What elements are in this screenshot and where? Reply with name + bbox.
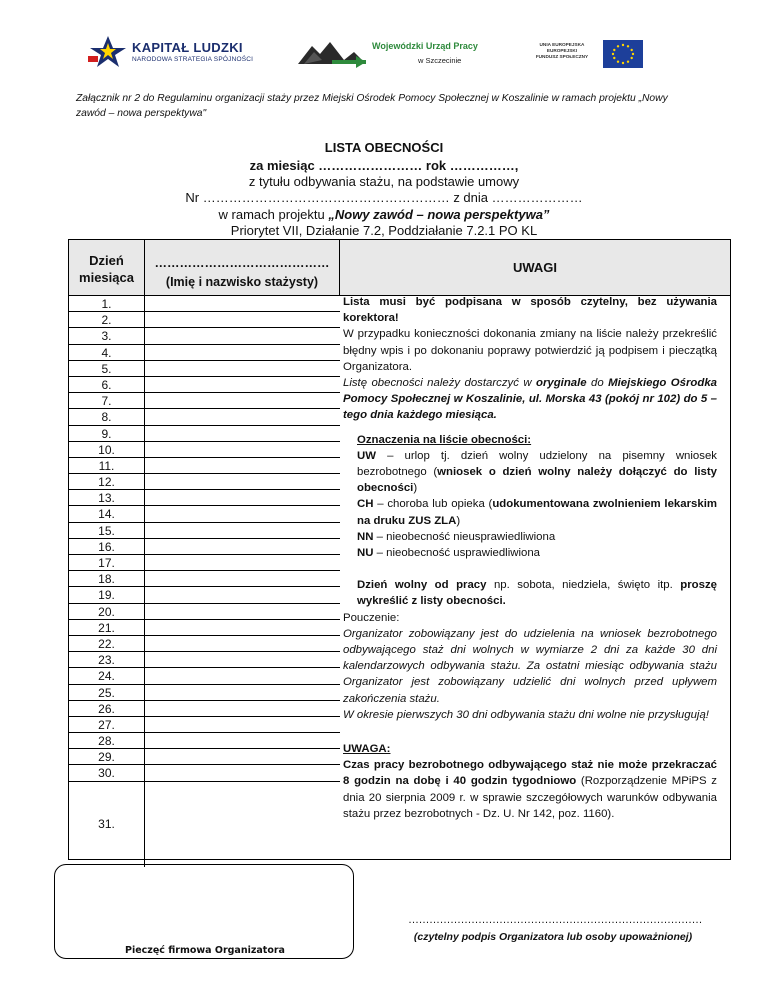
contract-line: Nr ………………………………………………… z dnia ………………… xyxy=(185,190,583,205)
signature-cell[interactable] xyxy=(145,474,340,489)
day-number: 12. xyxy=(69,474,145,489)
note-free-day-b: np. sobota, niedziela, święto itp. xyxy=(486,579,681,592)
day-number: 14. xyxy=(69,506,145,521)
table-row xyxy=(69,782,340,867)
signature-cell[interactable] xyxy=(145,426,340,441)
note-delivery-a: Listę obecności należy dostarczyć w xyxy=(343,377,536,390)
signature-cell[interactable] xyxy=(145,393,340,408)
table-row xyxy=(69,636,340,652)
signature-cell[interactable] xyxy=(145,377,340,392)
uwagi-notes xyxy=(343,294,717,822)
signature-cell[interactable] xyxy=(145,701,340,716)
table-row xyxy=(69,620,340,636)
table-row xyxy=(69,733,340,749)
wup-title: Wojewódzki Urząd Pracy xyxy=(372,41,478,51)
name-column-label: (Imię i nazwisko stażysty) xyxy=(165,275,319,289)
table-row xyxy=(69,652,340,668)
legend-title: Oznaczenia na liście obecności: xyxy=(357,433,532,446)
table-row xyxy=(69,668,340,684)
table-row xyxy=(69,749,340,765)
table-row xyxy=(69,539,340,555)
day-number: 22. xyxy=(69,636,145,651)
note-delivery-c: do xyxy=(586,377,609,390)
legend-nn-text: – nieobecność nieusprawiedliwiona xyxy=(373,530,556,543)
pouczenie-text-2: W okresie pierwszych 30 dni odbywania stażu dni wolne nie przysługują! xyxy=(343,708,709,721)
wup-subtitle: w Szczecinie xyxy=(418,56,462,65)
table-row xyxy=(69,587,340,603)
table-row xyxy=(69,377,340,393)
document-title: LISTA OBECNOŚCI xyxy=(324,140,444,155)
note-delivery-b: oryginale xyxy=(536,377,587,390)
legend-uw-text-b: wniosek o dzień wolny należy dołączyć do listy obecności xyxy=(357,466,717,495)
table-row xyxy=(69,442,340,458)
day-number: 24. xyxy=(69,668,145,683)
signature-cell[interactable] xyxy=(145,345,340,360)
attachment-note: Załącznik nr 2 do Regulaminu organizacji staży przez Miejski Ośrodek Pomocy Społecznej w Koszalinie w ramach projektu „Nowy zawód – nowa perspektywa" xyxy=(76,93,668,119)
signature-cell[interactable] xyxy=(145,523,340,538)
project-name: „Nowy zawód – nowa perspektywa” xyxy=(328,207,550,222)
signature-line[interactable]: ………………………………………………………………………… xyxy=(408,914,702,926)
table-header xyxy=(69,240,730,296)
signature-cell[interactable] xyxy=(145,765,340,780)
signature-cell[interactable] xyxy=(145,361,340,376)
legend-uw-text-a: – urlop tj. dzień wolny udzielony na pisemny wniosek bezrobotnego ( xyxy=(357,449,717,479)
signature-cell[interactable] xyxy=(145,733,340,748)
day-number: 15. xyxy=(69,523,145,538)
wup-mountains-icon xyxy=(298,38,366,68)
note-free-day-c: proszę wykreślić z listy obecności. xyxy=(357,579,717,608)
eu-text xyxy=(526,42,598,60)
legend-nn-code: NN xyxy=(357,530,374,543)
signature-cell[interactable] xyxy=(145,652,340,667)
kapital-ludzki-title: KAPITAŁ LUDZKI xyxy=(132,40,243,55)
table-row xyxy=(69,296,340,312)
wup-logo xyxy=(298,38,508,70)
signature-cell[interactable] xyxy=(145,717,340,732)
day-number: 23. xyxy=(69,652,145,667)
eu-line2: EUROPEJSKI xyxy=(546,48,578,53)
logo-bar xyxy=(0,34,768,74)
signature-cell[interactable] xyxy=(145,620,340,635)
stamp-label: Pieczęć firmowa Organizatora xyxy=(125,945,285,956)
day-rows xyxy=(69,296,340,867)
uwaga-text-rest: (Rozporządzenie MPiPS z dnia 20 sierpnia 2009 r. w sprawie szczegółowych warunków odbywania stażu przez bezrobotnych - Dz. U. Nr 142, poz. 1160). xyxy=(343,775,717,820)
table-row xyxy=(69,490,340,506)
day-number: 8. xyxy=(69,409,145,424)
table-row xyxy=(69,701,340,717)
day-number: 29. xyxy=(69,749,145,764)
table-row xyxy=(69,312,340,328)
signature-cell[interactable] xyxy=(145,587,340,602)
note-delivery xyxy=(343,375,717,424)
table-row xyxy=(69,426,340,442)
day-number: 27. xyxy=(69,717,145,732)
legend-uw-code: UW xyxy=(357,449,376,462)
name-fill-dots[interactable]: …………………………………… xyxy=(154,256,330,270)
signature-cell[interactable] xyxy=(145,458,340,473)
eu-flag-icon xyxy=(603,40,643,68)
day-column-header: Dzień miesiąca xyxy=(69,240,145,296)
company-stamp-box[interactable] xyxy=(54,864,354,959)
day-number: 18. xyxy=(69,571,145,586)
table-row xyxy=(69,458,340,474)
day-number: 1. xyxy=(69,296,145,311)
signature-cell[interactable] xyxy=(145,490,340,505)
table-row xyxy=(69,474,340,490)
day-number: 28. xyxy=(69,733,145,748)
note-free-day xyxy=(343,577,717,609)
table-row xyxy=(69,685,340,701)
day-number: 6. xyxy=(69,377,145,392)
day-number: 9. xyxy=(69,426,145,441)
name-column-header xyxy=(145,240,340,296)
signature-cell[interactable] xyxy=(145,442,340,457)
legend-nu xyxy=(357,545,717,561)
kapital-ludzki-star-icon xyxy=(88,34,128,68)
signature-cell[interactable] xyxy=(145,604,340,619)
table-row xyxy=(69,345,340,361)
month-line-comma: , xyxy=(514,158,519,173)
day-number: 26. xyxy=(69,701,145,716)
day-number: 30. xyxy=(69,765,145,780)
project-prefix: w ramach projektu xyxy=(218,207,329,222)
uwaga-title: UWAGA: xyxy=(343,743,391,756)
pouczenie-title: Pouczenie: xyxy=(343,611,400,624)
legend-ch-code: CH xyxy=(357,498,374,511)
table-row xyxy=(69,506,340,522)
table-row xyxy=(69,393,340,409)
legend-ch xyxy=(357,496,717,528)
signature-cell[interactable] xyxy=(145,328,340,343)
eu-logo xyxy=(526,40,646,70)
legend-nn xyxy=(357,529,717,545)
table-row xyxy=(69,604,340,620)
month-line xyxy=(0,157,768,174)
signature-cell[interactable] xyxy=(145,685,340,700)
project-line xyxy=(0,206,768,223)
basis-line: z tytułu odbywania stażu, na podstawie umowy xyxy=(248,174,520,189)
day-number: 25. xyxy=(69,685,145,700)
pouczenie-text-1: Organizator zobowiązany jest do udzielenia na wniosek bezrobotnego odbywającego staż dni wolnych w wymiarze 2 dni za każde 30 dni kalendarzowych odbywania stażu. Za ostatni miesiąc odbywania stażu Organizator jest zobowiązany udzielić dni wolnych przed upływem zakończenia stażu. xyxy=(343,627,717,705)
table-row xyxy=(69,328,340,344)
day-number: 13. xyxy=(69,490,145,505)
legend-block xyxy=(343,432,717,562)
legend-nu-text: – nieobecność usprawiedliwiona xyxy=(373,547,540,560)
signature-label: (czytelny podpis Organizatora lub osoby upoważnionej) xyxy=(413,931,693,943)
legend-uw xyxy=(357,448,717,497)
day-number: 21. xyxy=(69,620,145,635)
legend-ch-text-b: udokumentowana zwolnieniem lekarskim na druku ZUS ZLA xyxy=(357,498,717,527)
legend-uw-text-c: ) xyxy=(413,482,418,495)
legend-ch-text-c: ) xyxy=(456,514,461,527)
signature-cell[interactable] xyxy=(145,571,340,586)
signature-cell[interactable] xyxy=(145,409,340,424)
day-number: 31. xyxy=(69,782,145,867)
signature-cell[interactable] xyxy=(145,749,340,764)
signature-cell[interactable] xyxy=(145,506,340,521)
uwaga-text xyxy=(343,757,717,822)
day-number: 10. xyxy=(69,442,145,457)
day-number: 19. xyxy=(69,587,145,602)
table-row xyxy=(69,361,340,377)
uwaga-text-bold: Czas pracy bezrobotnego odbywającego staż nie może przekraczać 8 godzin na dobę i 40 godzin tygodniowo xyxy=(343,759,717,788)
table-row xyxy=(69,717,340,733)
signature-cell[interactable] xyxy=(145,539,340,554)
day-number: 5. xyxy=(69,361,145,376)
attendance-table xyxy=(68,239,731,860)
table-row xyxy=(69,409,340,425)
table-row xyxy=(69,523,340,539)
signature-cell[interactable] xyxy=(145,555,340,570)
signature-cell[interactable] xyxy=(145,782,340,867)
note-delivery-d: Miejskiego Ośrodka Pomocy Społecznej w Koszalinie, ul. Morska 43 (pokój nr 102) do 5 –tego dnia każdego miesiąca. xyxy=(343,377,718,422)
day-number: 17. xyxy=(69,555,145,570)
day-number: 4. xyxy=(69,345,145,360)
legend-ch-text-a: – choroba lub opieka ( xyxy=(373,498,493,511)
note-legible-signature: Lista musi być podpisana w sposób czytelny, bez używania korektora! xyxy=(343,296,717,325)
day-number: 3. xyxy=(69,328,145,343)
kapital-ludzki-logo xyxy=(88,34,278,70)
eu-line1: UNIA EUROPEJSKA xyxy=(539,42,585,47)
day-number: 16. xyxy=(69,539,145,554)
uwagi-column-header: UWAGI xyxy=(512,260,558,275)
signature-cell[interactable] xyxy=(145,636,340,651)
table-row xyxy=(69,555,340,571)
day-number: 2. xyxy=(69,312,145,327)
day-number: 11. xyxy=(69,458,145,473)
legend-nu-code: NU xyxy=(357,547,374,560)
signature-cell[interactable] xyxy=(145,668,340,683)
kapital-ludzki-subtitle: NARODOWA STRATEGIA SPÓJNOŚCI xyxy=(132,56,254,63)
note-free-day-a: Dzień wolny od pracy xyxy=(357,579,487,592)
signature-cell[interactable] xyxy=(145,296,340,311)
priority-line: Priorytet VII, Działanie 7.2, Poddziałanie 7.2.1 PO KL xyxy=(230,223,538,238)
day-number: 7. xyxy=(69,393,145,408)
table-row xyxy=(69,571,340,587)
signature-cell[interactable] xyxy=(145,312,340,327)
eu-line3: FUNDUSZ SPOŁECZNY xyxy=(535,54,589,59)
day-number: 20. xyxy=(69,604,145,619)
month-year-fields: za miesiąc …………………… rok …………… xyxy=(249,158,515,173)
table-row xyxy=(69,765,340,781)
note-corrections: W przypadku konieczności dokonania zmiany na liście należy przekreślić błędny wpis i po dokonaniu poprawy potwierdzić ją podpisem i pieczątką Organizatora. xyxy=(343,328,717,373)
